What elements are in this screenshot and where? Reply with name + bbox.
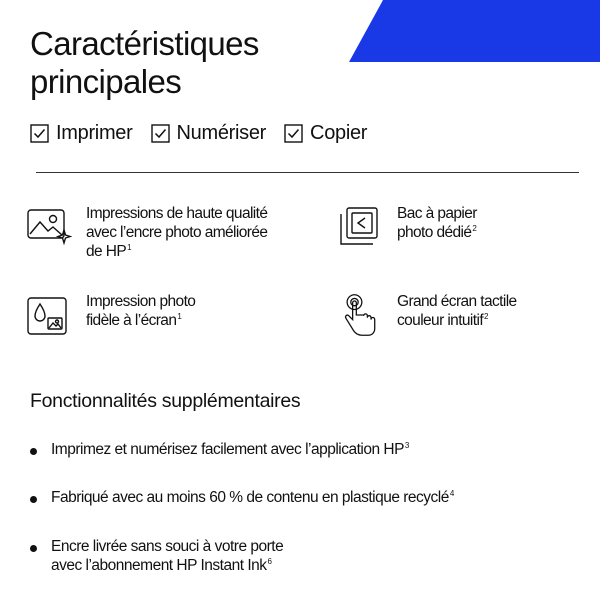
check-label: Numériser xyxy=(176,122,267,144)
page-title: Caractéristiques principales xyxy=(30,25,259,100)
touch-hand-icon xyxy=(337,292,383,338)
check-label: Copier xyxy=(310,122,368,144)
checkbox-checked-icon xyxy=(284,124,303,143)
checkbox-checked-icon xyxy=(30,124,49,143)
list-item xyxy=(30,537,283,575)
bullet-dot xyxy=(30,448,37,455)
check-label: Imprimer xyxy=(56,122,133,144)
check-copy xyxy=(284,122,367,145)
feature-photo-quality xyxy=(26,204,267,261)
photo-tray-icon xyxy=(337,204,383,250)
checkbox-checked-icon xyxy=(151,124,170,143)
bullet-text: Fabriqué avec au moins 60 % de contenu en plastique recyclé$^4$ xyxy=(51,489,454,506)
bullet-text: Imprimez et numérisez facilement avec l’application $HP^3$ xyxy=(51,441,409,458)
feature-text: Bac à papier photo dédié$^2$ xyxy=(397,205,477,241)
list-item xyxy=(30,440,409,459)
key-functions xyxy=(30,122,385,145)
check-print xyxy=(30,122,133,145)
feature-true-to-screen xyxy=(26,292,195,338)
bullet-text: Encre livrée sans souci à votre porte avec l’abonnement HP Instant Ink$^6$ xyxy=(51,538,284,574)
section-title: Fonctionnalités supplémentaires xyxy=(30,390,301,412)
photo-sparkle-icon xyxy=(26,204,72,250)
bullet-dot xyxy=(30,496,37,503)
bullet-dot xyxy=(30,545,37,552)
check-scan xyxy=(151,122,267,145)
list-item xyxy=(30,488,454,507)
feature-text: Grand écran tactile couleur intuitif$^2$ xyxy=(397,293,517,329)
drop-photo-icon xyxy=(26,292,72,338)
feature-text: Impression photo fidèle à l’écran$^1$ xyxy=(86,293,196,329)
feature-photo-tray xyxy=(337,204,477,250)
feature-touchscreen xyxy=(337,292,517,338)
feature-text: Impressions de haute qualité avec l’encre photo améliorée de $HP^1$ xyxy=(86,205,268,260)
divider xyxy=(36,172,579,173)
